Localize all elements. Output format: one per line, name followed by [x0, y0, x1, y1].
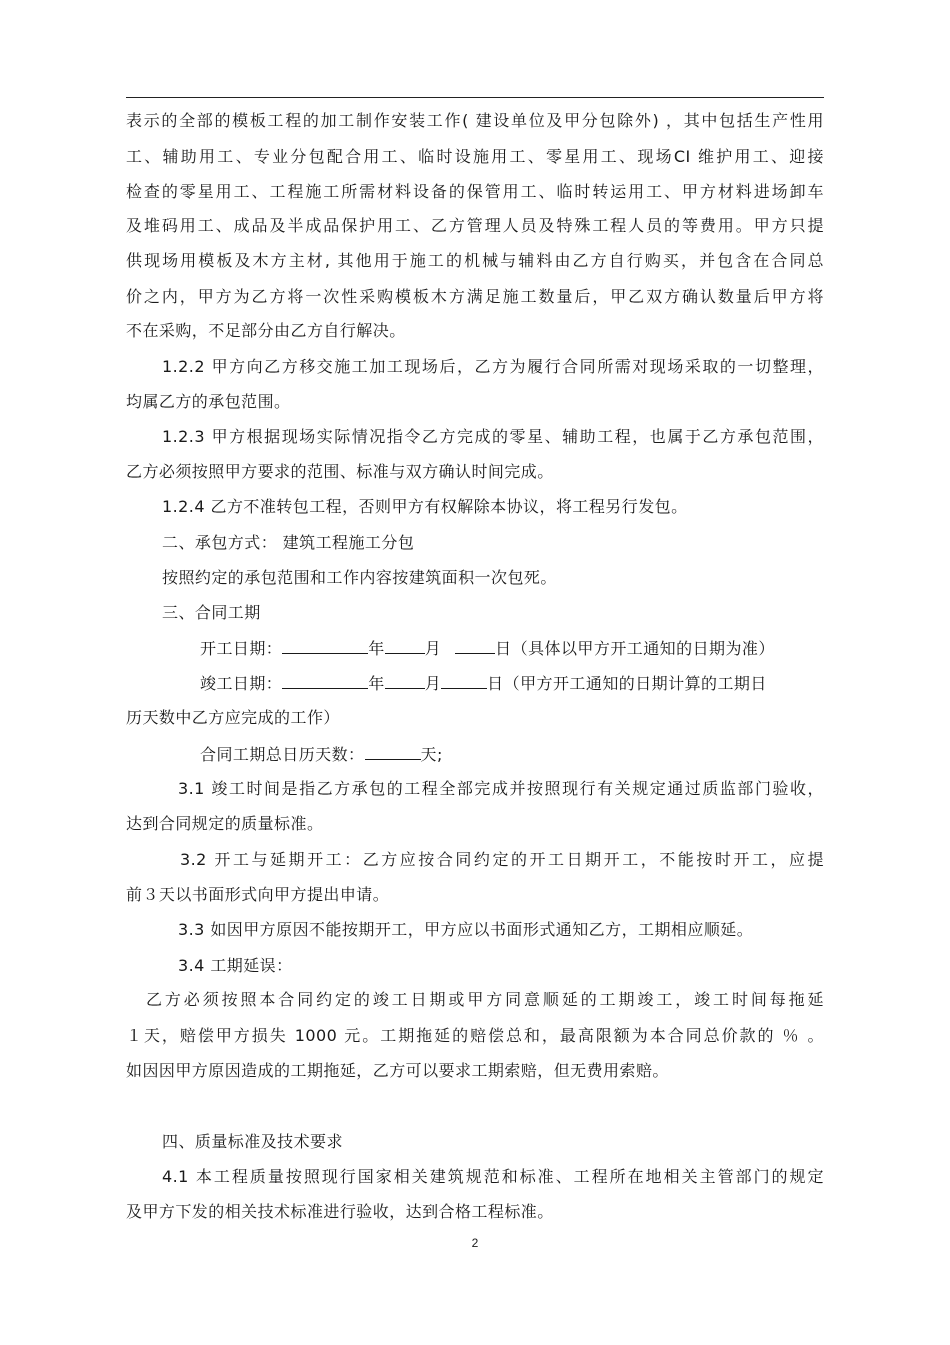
- start-date-label: 开工日期：: [200, 639, 283, 658]
- year-label: 年: [368, 674, 385, 693]
- end-month-blank[interactable]: [385, 673, 425, 689]
- end-year-blank[interactable]: [282, 673, 368, 689]
- paragraph-line: 乙方必须按照甲方要求的范围、标准与双方确认时间完成。: [126, 462, 554, 481]
- start-day-blank[interactable]: [455, 638, 495, 654]
- section-heading-2: 二、承包方式： 建筑工程施工分包: [162, 533, 415, 552]
- start-date-line: [200, 638, 775, 659]
- clause-3-3: 3.3 如因甲方原因不能按期开工，甲方应以书面形式通知乙方，工期相应顺延。: [178, 920, 754, 939]
- section-heading-4: 四、质量标准及技术要求: [162, 1132, 343, 1151]
- paragraph-line: 工、辅助用工、专业分包配合用工、临时设施用工、零星用工、现场CI 维护用工、迎接: [126, 147, 824, 166]
- paragraph-line: 乙方必须按照本合同约定的竣工日期或甲方同意顺延的工期竣工，竣工时间每拖延: [146, 990, 824, 1009]
- page-number: 2: [471, 1236, 479, 1250]
- clause-1-2-2: 1.2.2 甲方向乙方移交施工加工现场后，乙方为履行合同所需对现场采取的一切整理，: [162, 357, 824, 376]
- paragraph-line: 价之内，甲方为乙方将一次性采购模板木方满足施工数量后，甲乙双方确认数量后甲方将: [126, 287, 824, 306]
- clause-1-2-3: 1.2.3 甲方根据现场实际情况指令乙方完成的零星、辅助工程，也属于乙方承包范围，: [162, 427, 824, 446]
- end-date-line: [200, 673, 767, 694]
- paragraph-line: 按照约定的承包范围和工作内容按建筑面积一次包死。: [162, 568, 557, 587]
- start-year-blank[interactable]: [282, 638, 368, 654]
- paragraph-line: 表示的全部的模板工程的加工制作安装工作( 建设单位及甲分包除外) ，其中包括生产性用: [126, 111, 824, 130]
- paragraph-line: 均属乙方的承包范围。: [126, 392, 291, 411]
- paragraph-line: 如因因甲方原因造成的工期拖延，乙方可以要求工期索赔，但无费用索赔。: [126, 1061, 669, 1080]
- days-unit: 天;: [420, 745, 443, 764]
- end-day-blank[interactable]: [441, 673, 487, 689]
- paragraph-line: １天，赔偿甲方损失 1000 元。工期拖延的赔偿总和，最高限额为本合同总价款的 ％ 。: [126, 1026, 824, 1045]
- clause-3-2: 3.2 开工与延期开工：乙方应按合同约定的开工日期开工，不能按时开工，应提: [180, 850, 824, 869]
- start-month-blank[interactable]: [385, 638, 425, 654]
- paragraph-line: 达到合同规定的质量标准。: [126, 814, 324, 833]
- section-heading-3: 三、合同工期: [162, 603, 261, 622]
- day-label: 日: [495, 639, 512, 658]
- total-days-label: 合同工期总日历天数：: [200, 745, 365, 764]
- start-date-note: （具体以甲方开工通知的日期为准）: [511, 639, 775, 658]
- paragraph-line: 及堆码用工、成品及半成品保护用工、乙方管理人员及特殊工程人员的等费用。甲方只提: [126, 216, 824, 235]
- header-rule: [126, 97, 824, 98]
- month-label: 月: [424, 639, 442, 658]
- clause-3-4: 3.4 工期延误：: [178, 956, 293, 975]
- paragraph-line: 历天数中乙方应完成的工作）: [126, 708, 340, 727]
- clause-4-1: 4.1 本工程质量按照现行国家相关建筑规范和标准、工程所在地相关主管部门的规定: [162, 1167, 824, 1186]
- total-days-blank[interactable]: [365, 744, 421, 760]
- end-date-label: 竣工日期：: [200, 674, 283, 693]
- day-label: 日: [487, 674, 504, 693]
- year-label: 年: [368, 639, 385, 658]
- clause-3-1: 3.1 竣工时间是指乙方承包的工程全部完成并按照现行有关规定通过质监部门验收，: [178, 779, 824, 798]
- paragraph-line: 检查的零星用工、工程施工所需材料设备的保管用工、临时转运用工、甲方材料进场卸车: [126, 182, 824, 201]
- end-date-note: （甲方开工通知的日期计算的工期日: [503, 674, 767, 693]
- paragraph-line: 供现场用模板及木方主材, 其他用于施工的机械与辅料由乙方自行购买，并包含在合同总: [126, 251, 824, 270]
- month-label: 月: [424, 674, 442, 693]
- paragraph-line: 不在采购，不足部分由乙方自行解决。: [126, 321, 406, 340]
- paragraph-line: 前３天以书面形式向甲方提出申请。: [126, 885, 390, 904]
- paragraph-line: 及甲方下发的相关技术标准进行验收，达到合格工程标准。: [126, 1202, 554, 1221]
- total-days-line: [200, 744, 443, 765]
- clause-1-2-4: 1.2.4 乙方不准转包工程，否则甲方有权解除本协议，将工程另行发包。: [162, 497, 688, 516]
